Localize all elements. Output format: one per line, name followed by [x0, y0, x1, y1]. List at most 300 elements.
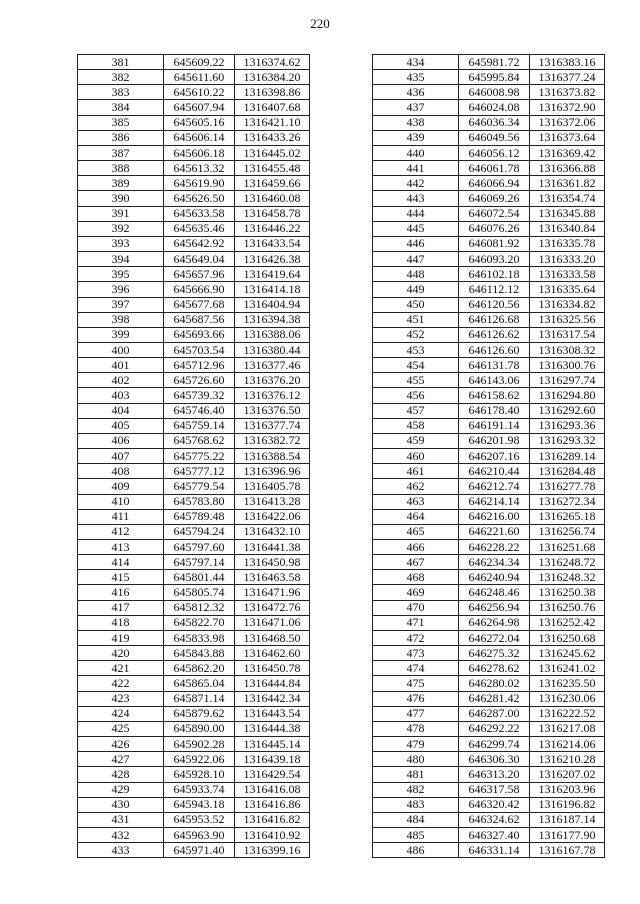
table-row — [373, 509, 605, 524]
y-coordinate-cell: 1316450.78 — [235, 661, 310, 676]
y-coordinate-cell: 1316439.18 — [235, 752, 310, 767]
coordinates-table-right — [372, 54, 605, 858]
table-row — [373, 100, 605, 115]
point-number-cell: 422 — [78, 676, 164, 691]
x-coordinate-cell: 645843.88 — [164, 646, 235, 661]
table-row — [373, 600, 605, 615]
table-row — [78, 570, 310, 585]
x-coordinate-cell: 646120.56 — [459, 297, 530, 312]
point-number-cell: 383 — [78, 85, 164, 100]
y-coordinate-cell: 1316292.60 — [530, 403, 605, 418]
point-number-cell: 466 — [373, 540, 459, 555]
x-coordinate-cell: 645666.90 — [164, 282, 235, 297]
point-number-cell: 427 — [78, 752, 164, 767]
table-row — [78, 494, 310, 509]
x-coordinate-cell: 645801.44 — [164, 570, 235, 585]
x-coordinate-cell: 646317.58 — [459, 782, 530, 797]
y-coordinate-cell: 1316333.20 — [530, 252, 605, 267]
x-coordinate-cell: 646072.54 — [459, 206, 530, 221]
point-number-cell: 420 — [78, 646, 164, 661]
y-coordinate-cell: 1316187.14 — [530, 812, 605, 827]
point-number-cell: 412 — [78, 524, 164, 539]
x-coordinate-cell: 646191.14 — [459, 418, 530, 433]
table-row — [78, 843, 310, 858]
x-coordinate-cell: 646264.98 — [459, 615, 530, 630]
table-row — [373, 388, 605, 403]
x-coordinate-cell: 646287.00 — [459, 706, 530, 721]
y-coordinate-cell: 1316377.46 — [235, 358, 310, 373]
y-coordinate-cell: 1316445.14 — [235, 737, 310, 752]
x-coordinate-cell: 645833.98 — [164, 630, 235, 645]
y-coordinate-cell: 1316340.84 — [530, 221, 605, 236]
y-coordinate-cell: 1316446.22 — [235, 221, 310, 236]
x-coordinate-cell: 646228.22 — [459, 540, 530, 555]
point-number-cell: 453 — [373, 342, 459, 357]
table-row — [373, 221, 605, 236]
point-number-cell: 441 — [373, 161, 459, 176]
x-coordinate-cell: 645995.84 — [459, 70, 530, 85]
y-coordinate-cell: 1316426.38 — [235, 252, 310, 267]
point-number-cell: 410 — [78, 494, 164, 509]
table-row — [78, 752, 310, 767]
y-coordinate-cell: 1316377.24 — [530, 70, 605, 85]
table-row — [373, 252, 605, 267]
point-number-cell: 401 — [78, 358, 164, 373]
y-coordinate-cell: 1316373.64 — [530, 130, 605, 145]
table-row — [78, 418, 310, 433]
y-coordinate-cell: 1316398.86 — [235, 85, 310, 100]
y-coordinate-cell: 1316463.58 — [235, 570, 310, 585]
x-coordinate-cell: 645862.20 — [164, 661, 235, 676]
table-row — [78, 100, 310, 115]
x-coordinate-cell: 646024.08 — [459, 100, 530, 115]
x-coordinate-cell: 646008.98 — [459, 85, 530, 100]
y-coordinate-cell: 1316284.48 — [530, 464, 605, 479]
y-coordinate-cell: 1316207.02 — [530, 767, 605, 782]
table-row — [78, 509, 310, 524]
point-number-cell: 475 — [373, 676, 459, 691]
point-number-cell: 413 — [78, 540, 164, 555]
point-number-cell: 447 — [373, 252, 459, 267]
x-coordinate-cell: 646178.40 — [459, 403, 530, 418]
table-row — [78, 236, 310, 251]
x-coordinate-cell: 646292.22 — [459, 721, 530, 736]
y-coordinate-cell: 1316382.72 — [235, 433, 310, 448]
point-number-cell: 421 — [78, 661, 164, 676]
table-row — [373, 479, 605, 494]
table-row — [373, 418, 605, 433]
table-row — [78, 55, 310, 70]
x-coordinate-cell: 646201.98 — [459, 433, 530, 448]
x-coordinate-cell: 646281.42 — [459, 691, 530, 706]
x-coordinate-cell: 646327.40 — [459, 827, 530, 842]
table-row — [373, 282, 605, 297]
point-number-cell: 425 — [78, 721, 164, 736]
point-number-cell: 443 — [373, 191, 459, 206]
table-row — [373, 327, 605, 342]
table-row — [78, 464, 310, 479]
page-number: 220 — [310, 16, 330, 31]
x-coordinate-cell: 646126.62 — [459, 327, 530, 342]
y-coordinate-cell: 1316214.06 — [530, 737, 605, 752]
table-row — [78, 797, 310, 812]
y-coordinate-cell: 1316230.06 — [530, 691, 605, 706]
point-number-cell: 437 — [373, 100, 459, 115]
y-coordinate-cell: 1316421.10 — [235, 115, 310, 130]
x-coordinate-cell: 645609.22 — [164, 55, 235, 70]
y-coordinate-cell: 1316361.82 — [530, 176, 605, 191]
table-row — [78, 115, 310, 130]
x-coordinate-cell: 646306.30 — [459, 752, 530, 767]
x-coordinate-cell: 645943.18 — [164, 797, 235, 812]
x-coordinate-cell: 646036.34 — [459, 115, 530, 130]
y-coordinate-cell: 1316167.78 — [530, 843, 605, 858]
x-coordinate-cell: 645822.70 — [164, 615, 235, 630]
y-coordinate-cell: 1316245.62 — [530, 646, 605, 661]
y-coordinate-cell: 1316462.60 — [235, 646, 310, 661]
point-number-cell: 462 — [373, 479, 459, 494]
y-coordinate-cell: 1316289.14 — [530, 449, 605, 464]
x-coordinate-cell: 646131.78 — [459, 358, 530, 373]
point-number-cell: 406 — [78, 433, 164, 448]
point-number-cell: 455 — [373, 373, 459, 388]
table-row — [78, 312, 310, 327]
point-number-cell: 482 — [373, 782, 459, 797]
table-row — [78, 630, 310, 645]
point-number-cell: 479 — [373, 737, 459, 752]
y-coordinate-cell: 1316308.32 — [530, 342, 605, 357]
x-coordinate-cell: 645768.62 — [164, 433, 235, 448]
y-coordinate-cell: 1316196.82 — [530, 797, 605, 812]
point-number-cell: 424 — [78, 706, 164, 721]
y-coordinate-cell: 1316433.54 — [235, 236, 310, 251]
point-number-cell: 429 — [78, 782, 164, 797]
table-row — [78, 161, 310, 176]
table-row — [78, 327, 310, 342]
x-coordinate-cell: 645963.90 — [164, 827, 235, 842]
y-coordinate-cell: 1316210.28 — [530, 752, 605, 767]
y-coordinate-cell: 1316407.68 — [235, 100, 310, 115]
table-row — [78, 433, 310, 448]
table-row — [78, 373, 310, 388]
y-coordinate-cell: 1316471.06 — [235, 615, 310, 630]
table-row — [78, 267, 310, 282]
point-number-cell: 382 — [78, 70, 164, 85]
x-coordinate-cell: 645606.14 — [164, 130, 235, 145]
table-row — [373, 403, 605, 418]
table-row — [373, 85, 605, 100]
x-coordinate-cell: 646212.74 — [459, 479, 530, 494]
point-number-cell: 405 — [78, 418, 164, 433]
y-coordinate-cell: 1316399.16 — [235, 843, 310, 858]
point-number-cell: 465 — [373, 524, 459, 539]
table-row — [373, 615, 605, 630]
table-row — [373, 176, 605, 191]
table-row — [78, 297, 310, 312]
table-row — [78, 221, 310, 236]
x-coordinate-cell: 645610.22 — [164, 85, 235, 100]
table-row — [373, 630, 605, 645]
x-coordinate-cell: 645922.06 — [164, 752, 235, 767]
y-coordinate-cell: 1316251.68 — [530, 540, 605, 555]
point-number-cell: 418 — [78, 615, 164, 630]
x-coordinate-cell: 646216.00 — [459, 509, 530, 524]
x-coordinate-cell: 645613.32 — [164, 161, 235, 176]
x-coordinate-cell: 645759.14 — [164, 418, 235, 433]
table-row — [78, 176, 310, 191]
x-coordinate-cell: 646076.26 — [459, 221, 530, 236]
point-number-cell: 474 — [373, 661, 459, 676]
y-coordinate-cell: 1316458.78 — [235, 206, 310, 221]
x-coordinate-cell: 646221.60 — [459, 524, 530, 539]
table-row — [78, 540, 310, 555]
x-coordinate-cell: 646280.02 — [459, 676, 530, 691]
y-coordinate-cell: 1316394.38 — [235, 312, 310, 327]
point-number-cell: 481 — [373, 767, 459, 782]
x-coordinate-cell: 645649.04 — [164, 252, 235, 267]
point-number-cell: 467 — [373, 555, 459, 570]
point-number-cell: 471 — [373, 615, 459, 630]
table-row — [78, 767, 310, 782]
x-coordinate-cell: 645693.66 — [164, 327, 235, 342]
x-coordinate-cell: 645871.14 — [164, 691, 235, 706]
y-coordinate-cell: 1316376.12 — [235, 388, 310, 403]
table-row — [373, 145, 605, 160]
point-number-cell: 452 — [373, 327, 459, 342]
y-coordinate-cell: 1316404.94 — [235, 297, 310, 312]
y-coordinate-cell: 1316372.06 — [530, 115, 605, 130]
point-number-cell: 414 — [78, 555, 164, 570]
table-row — [78, 449, 310, 464]
table-row — [373, 373, 605, 388]
x-coordinate-cell: 645779.54 — [164, 479, 235, 494]
table-row — [78, 782, 310, 797]
x-coordinate-cell: 645783.80 — [164, 494, 235, 509]
point-number-cell: 483 — [373, 797, 459, 812]
y-coordinate-cell: 1316388.06 — [235, 327, 310, 342]
table-row — [78, 70, 310, 85]
table-row — [373, 797, 605, 812]
x-coordinate-cell: 645981.72 — [459, 55, 530, 70]
table-row — [373, 721, 605, 736]
y-coordinate-cell: 1316293.32 — [530, 433, 605, 448]
table-row — [78, 282, 310, 297]
point-number-cell: 391 — [78, 206, 164, 221]
x-coordinate-cell: 646256.94 — [459, 600, 530, 615]
y-coordinate-cell: 1316293.36 — [530, 418, 605, 433]
x-coordinate-cell: 645933.74 — [164, 782, 235, 797]
table-row — [373, 691, 605, 706]
table-row — [78, 827, 310, 842]
y-coordinate-cell: 1316248.72 — [530, 555, 605, 570]
table-row — [373, 161, 605, 176]
point-number-cell: 478 — [373, 721, 459, 736]
table-row — [373, 115, 605, 130]
y-coordinate-cell: 1316277.78 — [530, 479, 605, 494]
table-row — [373, 312, 605, 327]
table-row — [78, 615, 310, 630]
point-number-cell: 426 — [78, 737, 164, 752]
y-coordinate-cell: 1316444.38 — [235, 721, 310, 736]
table-row — [373, 706, 605, 721]
point-number-cell: 433 — [78, 843, 164, 858]
x-coordinate-cell: 646143.06 — [459, 373, 530, 388]
x-coordinate-cell: 646331.14 — [459, 843, 530, 858]
table-row — [373, 827, 605, 842]
y-coordinate-cell: 1316384.20 — [235, 70, 310, 85]
x-coordinate-cell: 645812.32 — [164, 600, 235, 615]
table-row — [78, 676, 310, 691]
y-coordinate-cell: 1316374.62 — [235, 55, 310, 70]
point-number-cell: 398 — [78, 312, 164, 327]
table-row — [373, 433, 605, 448]
y-coordinate-cell: 1316294.80 — [530, 388, 605, 403]
point-number-cell: 393 — [78, 236, 164, 251]
point-number-cell: 403 — [78, 388, 164, 403]
table-row — [78, 358, 310, 373]
point-number-cell: 459 — [373, 433, 459, 448]
table-row — [78, 191, 310, 206]
x-coordinate-cell: 646248.46 — [459, 585, 530, 600]
point-number-cell: 451 — [373, 312, 459, 327]
y-coordinate-cell: 1316471.96 — [235, 585, 310, 600]
point-number-cell: 439 — [373, 130, 459, 145]
y-coordinate-cell: 1316300.76 — [530, 358, 605, 373]
x-coordinate-cell: 645605.16 — [164, 115, 235, 130]
x-coordinate-cell: 645879.62 — [164, 706, 235, 721]
point-number-cell: 470 — [373, 600, 459, 615]
x-coordinate-cell: 646112.12 — [459, 282, 530, 297]
x-coordinate-cell: 646272.04 — [459, 630, 530, 645]
y-coordinate-cell: 1316455.48 — [235, 161, 310, 176]
table-row — [373, 812, 605, 827]
x-coordinate-cell: 646049.56 — [459, 130, 530, 145]
x-coordinate-cell: 645777.12 — [164, 464, 235, 479]
y-coordinate-cell: 1316468.50 — [235, 630, 310, 645]
y-coordinate-cell: 1316388.54 — [235, 449, 310, 464]
table-row — [78, 206, 310, 221]
x-coordinate-cell: 646299.74 — [459, 737, 530, 752]
y-coordinate-cell: 1316419.64 — [235, 267, 310, 282]
y-coordinate-cell: 1316354.74 — [530, 191, 605, 206]
x-coordinate-cell: 645657.96 — [164, 267, 235, 282]
point-number-cell: 432 — [78, 827, 164, 842]
y-coordinate-cell: 1316222.52 — [530, 706, 605, 721]
y-coordinate-cell: 1316377.74 — [235, 418, 310, 433]
x-coordinate-cell: 645739.32 — [164, 388, 235, 403]
point-number-cell: 409 — [78, 479, 164, 494]
y-coordinate-cell: 1316217.08 — [530, 721, 605, 736]
table-row — [373, 676, 605, 691]
table-row — [373, 464, 605, 479]
table-row — [373, 570, 605, 585]
y-coordinate-cell: 1316333.58 — [530, 267, 605, 282]
point-number-cell: 402 — [78, 373, 164, 388]
y-coordinate-cell: 1316235.50 — [530, 676, 605, 691]
point-number-cell: 396 — [78, 282, 164, 297]
x-coordinate-cell: 645775.22 — [164, 449, 235, 464]
x-coordinate-cell: 646240.94 — [459, 570, 530, 585]
table-row — [78, 388, 310, 403]
x-coordinate-cell: 645797.14 — [164, 555, 235, 570]
table-row — [78, 403, 310, 418]
y-coordinate-cell: 1316429.54 — [235, 767, 310, 782]
table-row — [78, 737, 310, 752]
y-coordinate-cell: 1316422.06 — [235, 509, 310, 524]
y-coordinate-cell: 1316445.02 — [235, 145, 310, 160]
point-number-cell: 463 — [373, 494, 459, 509]
table-row — [78, 661, 310, 676]
x-coordinate-cell: 646158.62 — [459, 388, 530, 403]
x-coordinate-cell: 645687.56 — [164, 312, 235, 327]
x-coordinate-cell: 646207.16 — [459, 449, 530, 464]
point-number-cell: 460 — [373, 449, 459, 464]
y-coordinate-cell: 1316345.88 — [530, 206, 605, 221]
x-coordinate-cell: 646066.94 — [459, 176, 530, 191]
point-number-cell: 423 — [78, 691, 164, 706]
table-row — [373, 661, 605, 676]
table-row — [78, 585, 310, 600]
x-coordinate-cell: 646214.14 — [459, 494, 530, 509]
x-coordinate-cell: 646275.32 — [459, 646, 530, 661]
y-coordinate-cell: 1316380.44 — [235, 342, 310, 357]
x-coordinate-cell: 645971.40 — [164, 843, 235, 858]
y-coordinate-cell: 1316241.02 — [530, 661, 605, 676]
y-coordinate-cell: 1316373.82 — [530, 85, 605, 100]
table-row — [78, 130, 310, 145]
point-number-cell: 468 — [373, 570, 459, 585]
x-coordinate-cell: 645746.40 — [164, 403, 235, 418]
x-coordinate-cell: 645607.94 — [164, 100, 235, 115]
x-coordinate-cell: 645890.00 — [164, 721, 235, 736]
table-row — [78, 691, 310, 706]
point-number-cell: 404 — [78, 403, 164, 418]
point-number-cell: 456 — [373, 388, 459, 403]
y-coordinate-cell: 1316203.96 — [530, 782, 605, 797]
y-coordinate-cell: 1316443.54 — [235, 706, 310, 721]
y-coordinate-cell: 1316396.96 — [235, 464, 310, 479]
x-coordinate-cell: 646069.26 — [459, 191, 530, 206]
point-number-cell: 436 — [373, 85, 459, 100]
table-row — [373, 358, 605, 373]
y-coordinate-cell: 1316334.82 — [530, 297, 605, 312]
table-row — [373, 843, 605, 858]
coordinates-table-left — [77, 54, 310, 858]
point-number-cell: 417 — [78, 600, 164, 615]
point-number-cell: 444 — [373, 206, 459, 221]
point-number-cell: 446 — [373, 236, 459, 251]
table-row — [373, 540, 605, 555]
x-coordinate-cell: 646056.12 — [459, 145, 530, 160]
x-coordinate-cell: 645953.52 — [164, 812, 235, 827]
point-number-cell: 431 — [78, 812, 164, 827]
point-number-cell: 390 — [78, 191, 164, 206]
y-coordinate-cell: 1316252.42 — [530, 615, 605, 630]
table-row — [78, 252, 310, 267]
point-number-cell: 395 — [78, 267, 164, 282]
table-row — [373, 236, 605, 251]
table-row — [78, 342, 310, 357]
point-number-cell: 411 — [78, 509, 164, 524]
y-coordinate-cell: 1316441.38 — [235, 540, 310, 555]
table-row — [373, 646, 605, 661]
y-coordinate-cell: 1316177.90 — [530, 827, 605, 842]
point-number-cell: 385 — [78, 115, 164, 130]
table-row — [373, 70, 605, 85]
y-coordinate-cell: 1316250.68 — [530, 630, 605, 645]
table-row — [373, 767, 605, 782]
point-number-cell: 392 — [78, 221, 164, 236]
